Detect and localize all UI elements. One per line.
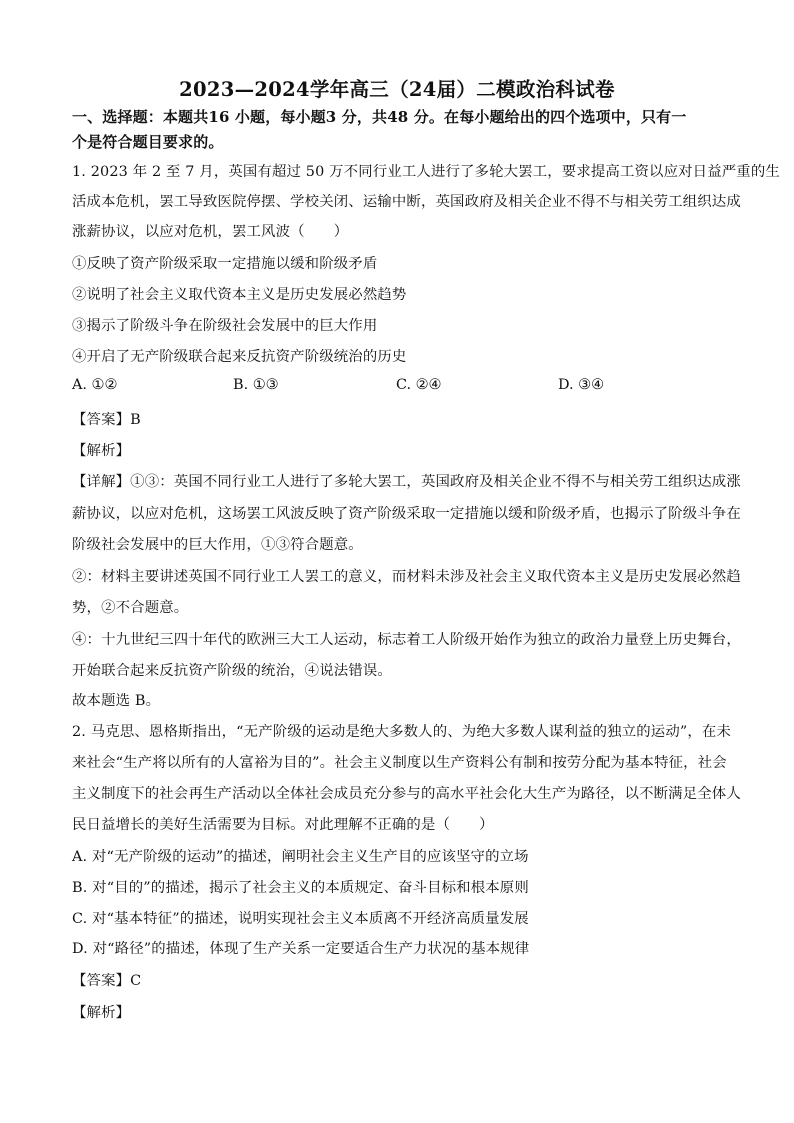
q2-option-c: C. 对“基本特征”的描述，说明实现社会主义本质离不开经济高质量发展 xyxy=(72,911,529,927)
q1-statement-1: ①反映了资产阶级采取一定措施以缓和阶级矛盾 xyxy=(72,256,378,272)
q2-stem-line-1: 2. 马克思、恩格斯指出，“无产阶级的运动是绝大多数人的、为绝大多数人谋利益的独立的运动”，在未 xyxy=(72,724,732,740)
q1-statement-4: ④开启了无产阶级联合起来反抗资产阶级统治的历史 xyxy=(72,349,407,365)
q1-answer: 【答案】B xyxy=(72,412,141,428)
q1-detail-line-3: 阶级社会发展中的巨大作用，①③符合题意。 xyxy=(72,537,363,553)
q1-statement-3: ③揭示了阶级斗争在阶级社会发展中的巨大作用 xyxy=(72,318,378,334)
q1-option-b: B. ①③ xyxy=(233,377,279,393)
q1-analysis-label: 【解析】 xyxy=(72,443,131,459)
q1-detail-line-2: 薪协议，以应对危机，这场罢工风波反映了资产阶级采取一定措施以缓和阶级矛盾，也揭示了阶级斗争在 xyxy=(72,506,741,522)
q1-stem-line-1: 1. 2023 年 2 至 7 月，英国有超过 50 万不同行业工人进行了多轮大罢工，要求提高工资以应对日益严重的生 xyxy=(72,164,780,180)
q1-detail-line-8: 故本题选 B。 xyxy=(72,693,161,709)
q2-stem-line-3: 主义制度下的社会再生产活动以全体社会成员充分参与的高水平社会化大生产为路径，以不断满足全体人 xyxy=(72,786,741,802)
q1-detail-line-4: ②：材料主要讲述英国不同行业工人罢工的意义，而材料未涉及社会主义取代资本主义是历史发展必然趋 xyxy=(72,569,741,585)
q2-stem-line-2: 来社会“生产将以所有的人富裕为目的”。社会主义制度以生产资料公有制和按劳分配为基本特征，社会 xyxy=(72,755,727,771)
q2-answer: 【答案】C xyxy=(72,973,142,989)
q2-analysis-label: 【解析】 xyxy=(72,1005,131,1021)
q2-option-a: A. 对“无产阶级的运动”的描述，阐明社会主义生产目的应该坚守的立场 xyxy=(72,849,529,865)
q1-option-a: A. ①② xyxy=(72,377,118,393)
q1-detail-line-1: 【详解】①③：英国不同行业工人进行了多轮大罢工，英国政府及相关企业不得不与相关劳工组织达成涨 xyxy=(72,474,741,490)
q1-statement-2: ②说明了社会主义取代资本主义是历史发展必然趋势 xyxy=(72,287,407,303)
section-heading-line-1: 一、选择题：本题共16 小题，每小题3 分，共48 分。在每小题给出的四个选项中，只有一 xyxy=(72,108,687,126)
page-title: 2023—2024学年高三（24届）二模政治科试卷 xyxy=(179,78,615,101)
section-heading-line-2: 个是符合题目要求的。 xyxy=(72,133,224,151)
q1-detail-line-6: ④：十九世纪三四十年代的欧洲三大工人运动，标志着工人阶级开始作为独立的政治力量登上历史舞台， xyxy=(72,632,741,648)
q1-detail-line-5: 势，②不合题意。 xyxy=(72,600,189,616)
q1-stem-line-2: 活成本危机，罢工导致医院停摆、学校关闭、运输中断，英国政府及相关企业不得不与相关劳工组织达成 xyxy=(72,194,741,210)
q1-option-c: C. ②④ xyxy=(396,377,442,393)
q2-stem-line-4: 民日益增长的美好生活需要为目标。对此理解不正确的是（ ） xyxy=(72,817,494,833)
q1-option-d: D. ③④ xyxy=(558,377,604,393)
q2-option-d: D. 对“路径”的描述，体现了生产关系一定要适合生产力状况的基本规律 xyxy=(72,941,530,957)
q1-stem-line-3: 涨薪协议，以应对危机，罢工风波（ ） xyxy=(72,224,349,240)
q2-option-b: B. 对“目的”的描述，揭示了社会主义的本质规定、奋斗目标和根本原则 xyxy=(72,880,529,896)
q1-detail-line-7: 开始联合起来反抗资产阶级的统治，④说法错误。 xyxy=(72,663,392,679)
